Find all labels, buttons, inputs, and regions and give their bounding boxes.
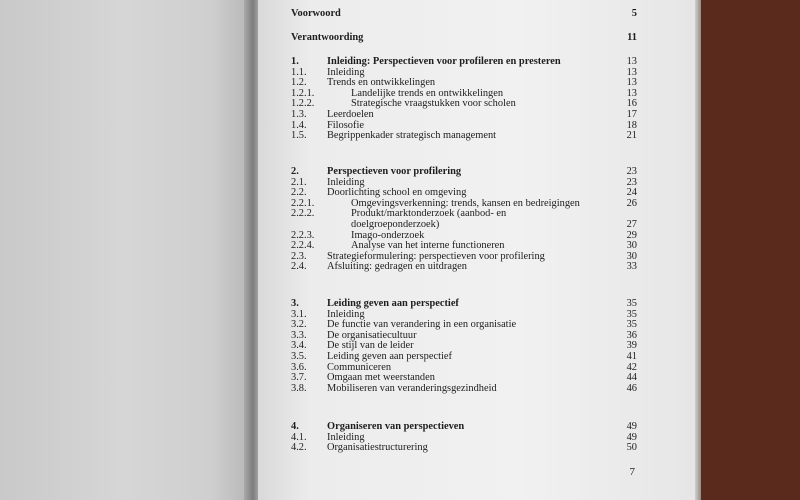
toc-section-number: 2.1. [291, 176, 307, 188]
toc-section-number: 3.1. [291, 308, 307, 320]
toc-section-title: doelgroeponderzoek) [351, 219, 440, 230]
toc-page-number: 17 [626, 109, 637, 120]
toc-page-number: 13 [626, 66, 637, 78]
toc-page-number: 49 [626, 421, 637, 432]
toc-section-number: 3.5. [291, 351, 307, 362]
toc-section-title: Filosofie [327, 119, 364, 131]
toc-page-number: 50 [626, 442, 637, 454]
toc-section-number: 1.4. [291, 119, 307, 131]
toc-section-title: Leiding geven aan perspectief [327, 351, 452, 362]
page-edge [695, 0, 701, 500]
toc-page-number: 21 [626, 130, 637, 142]
toc-section-title: Trends en ontwikkelingen [327, 77, 436, 89]
toc-chapter-number: 2. [291, 166, 299, 177]
toc-chapter-number: 3. [291, 298, 299, 309]
toc-page-number: 16 [626, 98, 637, 110]
toc-section-number: 1.3. [291, 109, 307, 120]
toc-section-title: Afsluiting: gedragen en uitdragen [327, 261, 467, 273]
toc-section-title: Strategische vraagstukken voor scholen [351, 98, 516, 110]
toc-page-number: 23 [626, 166, 637, 177]
toc-section-title: Begrippenkader strategisch management [327, 130, 497, 142]
toc-section-number: 3.2. [291, 319, 307, 331]
toc-page-number: 26 [626, 197, 637, 209]
toc-chapter-number: 1. [291, 56, 299, 67]
toc-section-title: De stijl van de leider [327, 340, 414, 352]
toc-section-title: Analyse van het interne functioneren [351, 240, 505, 252]
toc-page-number: 29 [626, 229, 637, 241]
toc-section-title: Organisatiestructurering [327, 442, 428, 454]
toc-page-number: 44 [626, 372, 637, 384]
toc-page-number: 35 [626, 298, 637, 309]
toc-page-number: 49 [626, 431, 637, 443]
toc-page-number: 46 [626, 382, 637, 394]
toc-section-title: Landelijke trends en ontwikkelingen [351, 87, 504, 99]
toc-section-title: Produkt/marktonderzoek (aanbod- en [351, 208, 507, 220]
toc-page-number: 23 [626, 176, 637, 188]
toc-section-title: Inleiding [327, 176, 365, 188]
toc-section-title: De functie van verandering in een organisatie [327, 319, 517, 331]
toc-section-number: 3.6. [291, 361, 307, 373]
toc-section-number: 3.7. [291, 372, 307, 384]
toc-page-number: 13 [626, 77, 637, 89]
toc-page-number: 33 [626, 261, 637, 273]
toc-page-number: 35 [626, 319, 637, 331]
toc-chapter-title: Inleiding: Perspectieven voor profileren en presteren [327, 56, 561, 67]
toc-section-number: 2.2.4. [291, 240, 315, 252]
toc-section-number: 1.5. [291, 130, 307, 142]
toc-section-title: Inleiding [327, 308, 365, 320]
toc-page-number: 36 [626, 329, 637, 341]
toc-chapter-title: Perspectieven voor profilering [327, 166, 462, 177]
toc-section-number: 1.2. [291, 77, 307, 89]
toc-page-number: 41 [626, 351, 637, 362]
toc-section-number: 2.2. [291, 187, 307, 199]
toc-page-number: 39 [626, 340, 637, 352]
toc-section-number: 1.2.1. [291, 87, 315, 99]
toc-section-number: 4.2. [291, 442, 307, 454]
toc-chapter-title: Organiseren van perspectieven [327, 421, 465, 432]
toc-section-title: Imago-onderzoek [351, 229, 425, 241]
toc-page-number: 35 [626, 308, 637, 320]
toc-section-number: 2.2.1. [291, 197, 315, 209]
toc-section-title: Doorlichting school en omgeving [327, 187, 467, 199]
toc-section-number: 3.4. [291, 340, 307, 352]
toc-section-number: 2.2.2. [291, 208, 315, 220]
toc-section-title: Mobiliseren van veranderingsgezindheid [327, 382, 497, 394]
toc-section-number: 2.2.3. [291, 229, 315, 241]
toc-page-number: 13 [626, 56, 637, 67]
toc-page-number: 24 [626, 187, 637, 199]
toc-section-title: Inleiding [327, 66, 365, 78]
toc-page-number: 30 [626, 240, 637, 252]
toc-front-title: Voorwoord [291, 8, 341, 19]
toc-chapter-title: Leiding geven aan perspectief [327, 298, 459, 309]
toc-page-number: 27 [626, 219, 637, 230]
toc-page-number: 11 [627, 32, 637, 43]
toc-page-number: 5 [631, 8, 637, 19]
page-number: 7 [629, 466, 635, 478]
toc-section-title: De organisatiecultuur [327, 329, 417, 341]
toc-section-number: 1.2.2. [291, 98, 315, 110]
toc-page-number: 13 [626, 87, 637, 99]
toc-page-number: 18 [626, 119, 637, 131]
toc-section-number: 3.3. [291, 329, 307, 341]
toc-section-title: Omgaan met weerstanden [327, 372, 435, 384]
toc-section-number: 2.3. [291, 250, 307, 262]
toc-section-number: 4.1. [291, 431, 307, 443]
toc-page-number: 30 [626, 250, 637, 262]
toc-section-title: Inleiding [327, 431, 365, 443]
toc-section-number: 1.1. [291, 66, 307, 78]
toc-chapter-number: 4. [291, 421, 299, 432]
toc-section-number: 3.8. [291, 382, 307, 394]
toc-section-title: Strategieformulering: perspectieven voor profilering [327, 250, 545, 262]
left-page [0, 0, 248, 500]
toc-section-title: Omgevingsverkenning: trends, kansen en bedreigingen [351, 197, 580, 209]
toc-section-title: Communiceren [327, 361, 392, 373]
toc-front-title: Verantwoording [291, 32, 364, 43]
toc-section-title: Leerdoelen [327, 109, 374, 120]
toc-page-number: 42 [626, 361, 637, 373]
toc-section-number: 2.4. [291, 261, 307, 273]
